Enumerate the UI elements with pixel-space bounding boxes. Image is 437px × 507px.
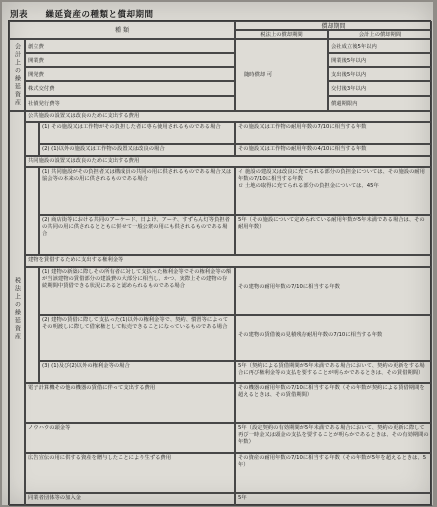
accounting-section-label: 会計上の繰延資産 [9,39,25,111]
header-type: 種 類 [9,21,235,39]
title-label: 別表 [10,10,29,20]
knowhow-title: ノウハウの頭金等 [25,423,235,453]
ad-title: 広告宣伝の用に供する資産を贈与したことにより生ずる費用 [25,453,235,493]
tax-section-label: 税法上の繰延資産 [9,111,25,506]
shared-row1-period-a: イ 施設の建設又は改良に充てられる部分の負担金については、その施設の耐用年数の7/10に相当する年数 [238,169,425,182]
acc-period-2: 支出後5年以内 [328,67,432,81]
rent-row3-period: 5年（契約による賃借期間が5年未満である場合において、契約の更新をする場合に再び権利金等の支払を要することが明らかであるときは、その賃借期間） [235,361,432,383]
rent-row1: (1) 建物の新築に際しその所有者に対して支払った権利金等でその権利金等の額が当該建物の賃借部分の建設費の大部分に相当し、かつ、実際上その建物の存続期間中賃借できる状況にあると認められるものである場合 [39,267,235,315]
rent-indent [25,267,39,383]
document-title [10,8,154,20]
document-page [2,2,433,505]
header-period: 償却期間 [235,21,432,30]
item-stock-issue-cost: 株式交付費 [25,81,235,96]
public-row2: (2) (1)以外の施設又は工作物の設置又は改良の場合 [39,144,235,156]
ad-period: その資産の耐用年数の7/10に相当する年数（その年数が5年を超えるときは、5年） [235,453,432,493]
assoc-title: 同業者団体等の加入金 [25,493,235,506]
acc-period-0: 会社成立後5年以内 [328,39,432,53]
public-title: 公共施設の設置又は改良のために支出する費用 [25,111,432,122]
item-bond-issue-cost: 社債発行費等 [25,96,235,111]
public-row1-period: その施設又は工作物の耐用年数の7/10に相当する年数 [235,122,432,144]
rent-row2-period: その建物の賃借後の見積残存耐用年数の7/10に相当する年数 [235,315,432,361]
shared-title: 共同施設の設置又は改良のために支出する費用 [25,156,432,167]
acc-period-4: 償還期限内 [328,96,432,111]
shared-row2: (2) 商店街等における共同のアーケード、日よけ、アーチ、すずらん灯等負担者の共同の用に供されるとともに併せて一般公衆の用にも供されるものである場合 [39,215,235,255]
rent-row1-period: その建物の耐用年数の7/10に相当する年数 [235,267,432,315]
public-row2-period: その施設又は工作物の耐用年数の4/10に相当する年数 [235,144,432,156]
assoc-period: 5年 [235,493,432,506]
computer-title: 電子計算機その他の機器の賃借に伴って支出する費用 [25,383,235,423]
acc-period-3: 交付後3年以内 [328,81,432,96]
item-development-cost: 開発費 [25,67,235,81]
shared-row1-period-b: ロ 土地の取得に充てられる部分の負担金については、45年 [238,183,379,189]
shared-row2-period: 5年（その施設について定められている耐用年数が5年未満である場合は、その耐用年数） [235,215,432,255]
item-opening-cost: 開業費 [25,53,235,67]
acc-period-1: 開業後5年以内 [328,53,432,67]
shared-row1: (1) 共同施設がその負担者又は構成員の共同の用に供されるものである場合又は協会等の本来の用に供されるものである場合 [39,167,235,215]
item-founding-cost: 創立費 [25,39,235,53]
computer-period: その機器の耐用年数の7/10に相当する年数（その年数が契約による賃借期間を超えるときは、その賃借期間） [235,383,432,423]
knowhow-period: 5年（設定契約の有効期間が5年未満である場合において、契約の更新に際して再び一時金又は頭金の支払を要することが明らかであるときは、その有効期間の年数） [235,423,432,453]
shared-indent [25,167,39,255]
rent-title: 建物を賃借するために支出する権利金等 [25,255,432,267]
header-tax: 税法上の償却期間 [235,30,328,39]
shared-row1-period [235,167,432,215]
rent-row3: (3) (1)及び(2)以外の権利金等の場合 [39,361,235,383]
rent-row2: (2) 建物の賃借に際して支払った(1)以外の権利金等で、契約、慣習等によってその明渡しに際して借家権として転売できることになっているものである場合 [39,315,235,361]
public-indent [25,122,39,156]
header-accounting: 会計上の償却期間 [328,30,432,39]
public-row1: (1) その施設又は工作物がその負担した者に専ら使用されるものである場合 [39,122,235,144]
deferred-assets-table [8,20,431,505]
tax-period-anytime: 随時償却 可 [235,39,328,111]
title-text: 繰延資産の種類と償却期間 [45,10,154,20]
